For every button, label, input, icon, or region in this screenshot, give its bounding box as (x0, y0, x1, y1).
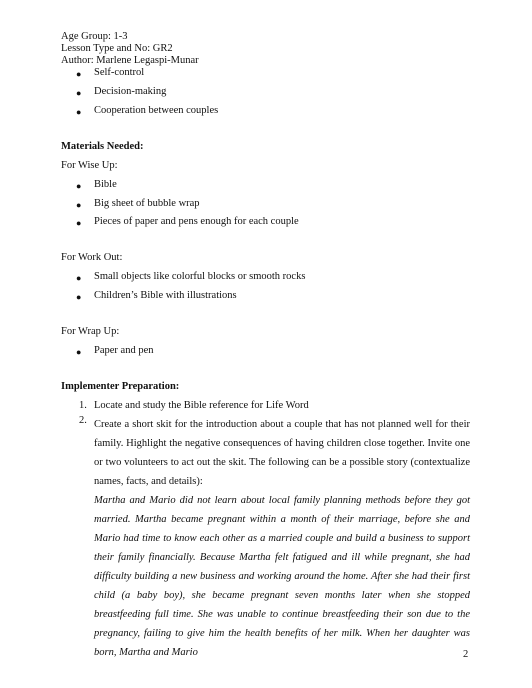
age-group: Age Group: 1-3 (61, 31, 128, 42)
bullet-icon: ● (76, 218, 82, 228)
wrap-up-label: For Wrap Up: (61, 326, 120, 337)
bullet-icon: ● (76, 69, 82, 79)
bullet-icon: ● (76, 292, 82, 302)
bullet-icon: ● (76, 181, 82, 191)
material-item: Big sheet of bubble wrap (94, 198, 200, 209)
prep-step-2 (94, 415, 470, 662)
material-item: Pieces of paper and pens enough for each couple (94, 216, 299, 227)
work-out-label: For Work Out: (61, 252, 123, 263)
bullet-icon: ● (76, 107, 82, 117)
step-number: 2. (79, 415, 87, 426)
lesson-type: Lesson Type and No: GR2 (61, 43, 173, 54)
bullet-icon: ● (76, 200, 82, 210)
author: Author: Marlene Legaspi-Munar (61, 55, 199, 66)
objective-item: Self-control (94, 67, 145, 78)
page-number: 2 (463, 649, 469, 660)
bullet-icon: ● (76, 273, 82, 283)
skit-story: Martha and Mario did not learn about local family planning methods before they got married. Martha became pregnant within a month of their marriage, before she and Mario had time to know each other as a married couple and build a business to support their family financially. Because Martha felt fatigued and ill while pregnant, she had difficulty building a new business and working around the home. After she had their first child (a baby boy), she became pregnant seven months later when she stopped breastfeeding full time. She was unable to continue breastfeeding their son due to the pregnancy, failing to give him the health benefits of her milk. When her daughter was born, Martha and Mario (94, 495, 470, 658)
wise-up-label: For Wise Up: (61, 160, 118, 171)
material-item: Paper and pen (94, 345, 154, 356)
prep-step-2-text: Create a short skit for the introduction about a couple that has not planned well for their family. Highlight the negative consequences of having children close together. Invite one or two volunteers to act out the skit. The following can be a possible story (contextualize names, facts, and details): (94, 419, 470, 487)
material-item: Small objects like colorful blocks or smooth rocks (94, 271, 306, 282)
bullet-icon: ● (76, 88, 82, 98)
objective-item: Cooperation between couples (94, 105, 219, 116)
prep-step-1: Locate and study the Bible reference for Life Word (94, 400, 309, 411)
materials-heading: Materials Needed: (61, 141, 144, 152)
step-number: 1. (79, 400, 87, 411)
implementer-prep-heading: Implementer Preparation: (61, 381, 180, 392)
material-item: Bible (94, 179, 117, 190)
material-item: Children’s Bible with illustrations (94, 290, 237, 301)
bullet-icon: ● (76, 347, 82, 357)
objective-item: Decision-making (94, 86, 167, 97)
